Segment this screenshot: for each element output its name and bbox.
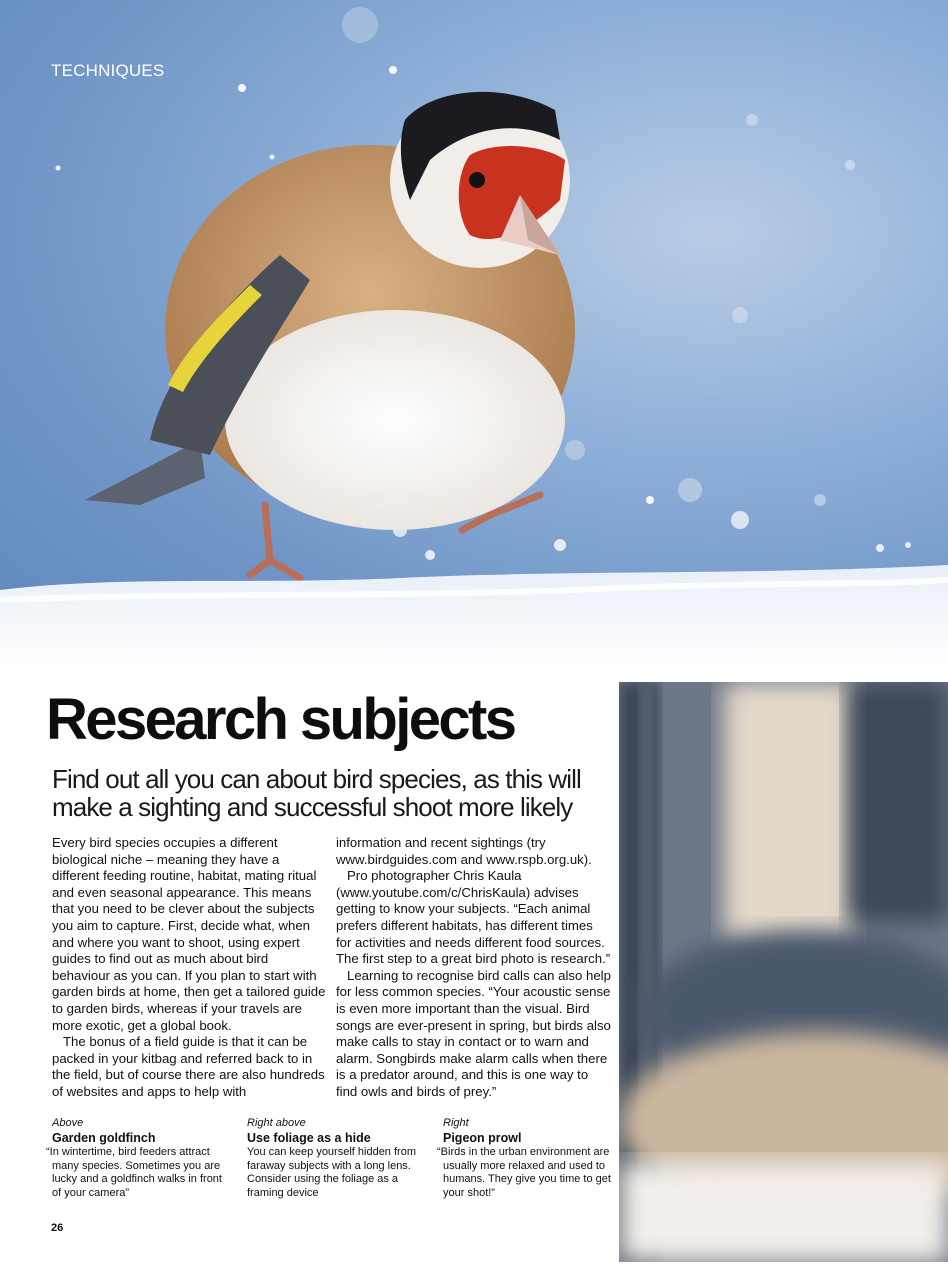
body-paragraph: Learning to recognise bird calls can also help for less common species. “Your acoustic sense is even more important than the visual. Bird songs are ever-present in spring, but birds also make calls to stay in contact or to warn and alarm. Songbirds make alarm calls when there is a predator around, and this is one way to find owls and birds of prey.” bbox=[336, 967, 611, 1099]
caption-title: Use foliage as a hide bbox=[247, 1130, 371, 1145]
pigeon-illustration bbox=[619, 682, 948, 1262]
caption-foliage bbox=[247, 1117, 425, 1201]
article-standfirst: Find out all you can about bird species, as this will make a sighting and successful shoot more likely bbox=[52, 764, 581, 822]
body-paragraph: information and recent sightings (try www.birdguides.com and www.rspb.org.uk). bbox=[336, 835, 592, 867]
caption-pigeon bbox=[437, 1117, 621, 1201]
body-paragraph: The bonus of a field guide is that it can be packed in your kitbag and referred back to in the field, but of course there are also hundreds of websites and apps to help with bbox=[52, 1034, 325, 1099]
caption-title: Pigeon prowl bbox=[443, 1130, 522, 1145]
article-headline: Research subjects bbox=[46, 687, 515, 752]
body-paragraph: Every bird species occupies a different biological niche – meaning they have a different feeding routine, habitat, mating ritual and even seasonal appearance. This means that you need to be clever about the subjects you aim to capture. First, decide what, when and where you want to shoot, using expert guides to find out as much about bird behaviour as you can. If you plan to start with garden birds at home, then get a tailored guide to garden birds, whereas if your travels are more exotic, get a global book. bbox=[52, 835, 326, 1033]
caption-title: Garden goldfinch bbox=[52, 1130, 156, 1145]
caption-goldfinch bbox=[46, 1117, 230, 1201]
body-paragraph: Pro photographer Chris Kaula (www.youtube.com/c/ChrisKaula) advises getting to know your subjects. “Each animal prefers different habitats, has different times for activities and needs different food sources. The first step to a great bird photo is research.” bbox=[336, 868, 611, 967]
caption-text: “In wintertime, bird feeders attract many species. Sometimes you are lucky and a goldfinch walks in front of your camera” bbox=[46, 1145, 222, 1200]
body-column-right bbox=[336, 835, 611, 1101]
section-label: TECHNIQUES bbox=[51, 61, 165, 80]
caption-position: Right bbox=[443, 1117, 469, 1129]
caption-position: Above bbox=[52, 1117, 84, 1129]
caption-position: Right above bbox=[247, 1117, 306, 1129]
page-number: 26 bbox=[51, 1222, 64, 1234]
caption-text: “Birds in the urban environment are usually more relaxed and used to humans. They give you time to get your shot!” bbox=[437, 1145, 611, 1200]
body-column-left bbox=[52, 835, 327, 1101]
side-photo-pigeon bbox=[619, 682, 948, 1262]
caption-text: You can keep yourself hidden from faraway subjects with a long lens. Consider using the foliage as a framing device bbox=[247, 1145, 416, 1200]
